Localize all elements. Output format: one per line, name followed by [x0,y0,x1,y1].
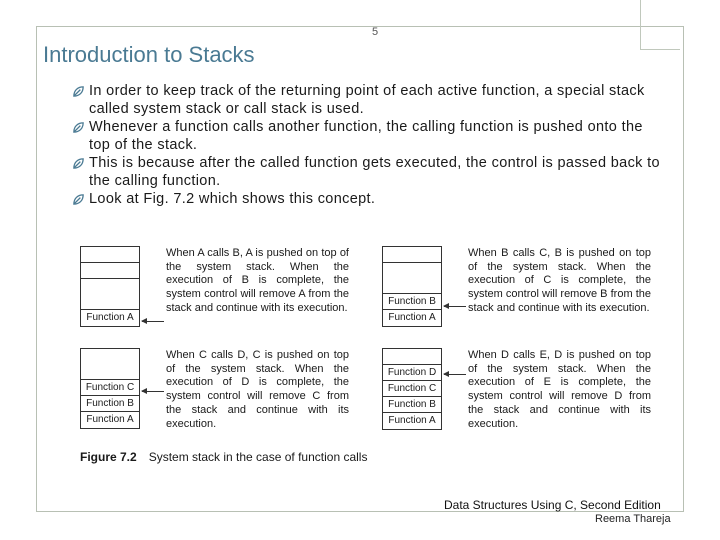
arrow-icon [444,306,466,307]
figure-caption [80,450,367,464]
bullet-text: Look at Fig. 7.2 which shows this concept. [89,191,376,207]
leaf-bullet-icon [72,85,85,98]
bullet-list [72,82,662,208]
panel-description-1: When A calls B, A is pushed on top of the system stack. When the execution of B is complete, the system control will remove A from the stack and continue with its execution. [166,247,349,314]
figure-caption-text: System stack in the case of function calls [148,450,368,464]
panel-description-3: When C calls D, C is pushed on top of the system stack. When the execution of D is complete, the system control will remove C from the stack and continue with its execution. [166,349,349,430]
stack-cell: Function A [86,312,134,323]
panel-description-2: When B calls C, B is pushed on top of the system stack. When the execution of C is complete, the system control will remove B from the stack and continue with its execution. [468,247,651,314]
stack-cell [81,279,139,310]
arrow-icon [444,374,466,375]
corner-decoration [640,0,680,50]
arrow-icon [142,391,164,392]
stack-cell: Function C [81,380,139,396]
stack-cell [81,349,139,380]
figure-7-2 [70,240,670,470]
footer-author: Reema Thareja [595,513,671,525]
bullet-item [72,82,662,118]
slide-number: 5 [372,26,379,38]
stack-cell: Function A [388,312,436,323]
bullet-item [72,154,662,190]
stack-cell [383,263,441,294]
stack-cell: Function C [383,381,441,397]
stack-diagram-4 [382,348,442,430]
stack-cell [81,263,139,279]
leaf-bullet-icon [72,193,85,206]
stack-cell [383,247,441,263]
leaf-bullet-icon [72,121,85,134]
slide-title: Introduction to Stacks [43,42,255,67]
bullet-text: In order to keep track of the returning point of each active function, a special stack called system stack or call stack is used. [89,83,645,117]
arrow-icon [142,321,164,322]
stack-cell: Function B [383,294,441,310]
stack-cell [81,247,139,263]
bullet-text: This is because after the called function gets executed, the control is passed back to the calling function. [89,155,660,189]
panel-description-4: When D calls E, D is pushed on top of the system stack. When the execution of E is complete, the system control will remove D from the stack and continue with its execution. [468,349,651,430]
stack-diagram-2 [382,246,442,327]
stack-diagram-3 [80,348,140,429]
stack-diagram-1 [80,246,140,327]
stack-cell [383,349,441,365]
bullet-item [72,190,662,208]
figure-label: Figure 7.2 [80,450,137,464]
stack-cell: Function A [388,415,436,426]
stack-cell: Function D [383,365,441,381]
footer-book-title: Data Structures Using C, Second Edition [444,498,661,512]
stack-cell: Function B [81,396,139,412]
leaf-bullet-icon [72,157,85,170]
bullet-text: Whenever a function calls another function, the calling function is pushed onto the top of the stack. [89,119,643,153]
stack-cell: Function B [383,397,441,413]
stack-cell: Function A [86,414,134,425]
bullet-item [72,118,662,154]
